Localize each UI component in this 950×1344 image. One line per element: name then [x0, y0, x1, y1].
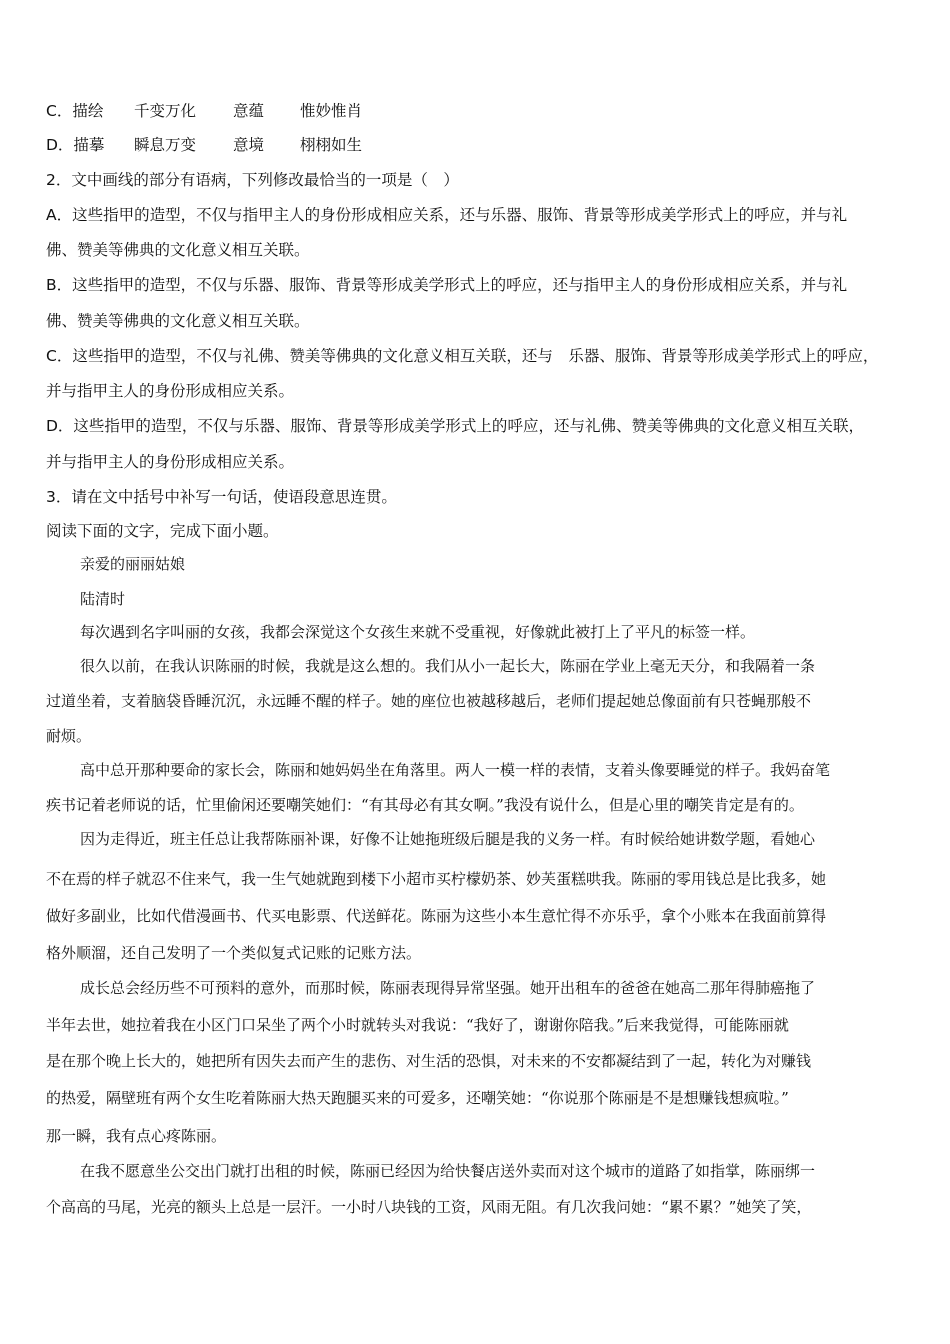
passage-line: 过道坐着，支着脑袋昏睡沉沉，永远睡不醒的样子。她的座位也被越移越后，老师们提起她总像面前有只苍蝇那般不: [46, 692, 812, 710]
reading-instruction: 阅读下面的文字，完成下面小题。: [46, 522, 279, 540]
option-c-word2: 意蕴: [233, 102, 265, 120]
option-c-label: C．描绘: [46, 102, 104, 120]
q2-option-a-line2: 佛、赞美等佛典的文化意义相互关联。: [46, 241, 310, 259]
passage-title: 亲爱的丽丽姑娘: [80, 555, 186, 573]
option-d-word3: 栩栩如生: [300, 136, 363, 154]
q2-option-d-line2: 并与指甲主人的身份形成相应关系。: [46, 453, 295, 471]
passage-line: 的热爱，隔壁班有两个女生吃着陈丽大热天跑腿买来的可爱多，还嘲笑她：“你说那个陈丽是不是想赚钱想疯啦。”: [46, 1089, 789, 1107]
passage-line: 在我不愿意坐公交出门就打出租的时候，陈丽已经因为给快餐店送外卖而对这个城市的道路了如指掌，陈丽绑一: [80, 1162, 816, 1180]
passage-line: 个高高的马尾，光亮的额头上总是一层汗。一小时八块钱的工资，风雨无阻。有几次我问她：“累不累？”她笑了笑，: [46, 1198, 812, 1216]
passage-line: 半年去世，她拉着我在小区门口呆坐了两个小时就转头对我说：“我好了，谢谢你陪我。”后来我觉得，可能陈丽就: [46, 1016, 789, 1034]
option-d-word1: 瞬息万变: [134, 136, 197, 154]
q2-option-b-line2: 佛、赞美等佛典的文化意义相互关联。: [46, 312, 310, 330]
q2-option-c-line1: C．这些指甲的造型，不仅与礼佛、赞美等佛典的文化意义相互关联，还与 乐器、服饰、背景等形成美学形式上的呼应，: [46, 347, 879, 365]
q2-option-c-line2: 并与指甲主人的身份形成相应关系。: [46, 382, 295, 400]
passage-line: 格外顺溜，还自己发明了一个类似复式记账的记账方法。: [46, 944, 422, 962]
passage-line: 因为走得近，班主任总让我帮陈丽补课，好像不让她拖班级后腿是我的义务一样。有时候给她讲数学题，看她心: [80, 830, 816, 848]
passage-line: 做好多副业，比如代借漫画书、代买电影票、代送鲜花。陈丽为这些小本生意忙得不亦乐乎，拿个小账本在我面前算得: [46, 907, 827, 925]
passage-line: 耐烦。: [46, 727, 92, 745]
option-d-word2: 意境: [233, 136, 265, 154]
passage-line: 不在焉的样子就忍不住来气，我一生气她就跑到楼下小超市买柠檬奶茶、妙芙蛋糕哄我。陈丽的零用钱总是比我多，她: [46, 870, 827, 888]
option-d-label: D．描摹: [46, 136, 105, 154]
q2-option-d-line1: D．这些指甲的造型，不仅与乐器、服饰、背景等形成美学形式上的呼应，还与礼佛、赞美等佛典的文化意义相互关联，: [46, 417, 864, 435]
option-c-word3: 惟妙惟肖: [300, 102, 363, 120]
passage-author: 陆清时: [80, 590, 126, 608]
passage-line: 那一瞬，我有点心疼陈丽。: [46, 1127, 227, 1145]
passage-line: 成长总会经历些不可预料的意外，而那时候，陈丽表现得异常坚强。她开出租车的爸爸在她高二那年得肺癌拖了: [80, 979, 816, 997]
question-3: 3．请在文中括号中补写一句话，使语段意思连贯。: [46, 488, 397, 506]
option-c-row: [46, 97, 916, 125]
option-c-word1: 千变万化: [134, 102, 197, 120]
option-d-row: [46, 131, 916, 159]
q2-option-b-line1: B．这些指甲的造型，不仅与乐器、服饰、背景等形成美学形式上的呼应，还与指甲主人的身份形成相应关系，并与礼: [46, 276, 848, 294]
q2-option-a-line1: A．这些指甲的造型，不仅与指甲主人的身份形成相应关系，还与乐器、服饰、背景等形成美学形式上的呼应，并与礼: [46, 206, 848, 224]
passage-line: 每次遇到名字叫丽的女孩，我都会深觉这个女孩生来就不受重视，好像就此被打上了平凡的标签一样。: [80, 623, 756, 641]
question-2-stem: 2．文中画线的部分有语病，下列修改最恰当的一项是（ ）: [46, 171, 459, 189]
passage-line: 高中总开那种要命的家长会，陈丽和她妈妈坐在角落里。两人一模一样的表情，支着头像要睡觉的样子。我妈奋笔: [80, 761, 831, 779]
passage-line: 很久以前，在我认识陈丽的时候，我就是这么想的。我们从小一起长大，陈丽在学业上毫无天分，和我隔着一条: [80, 657, 816, 675]
passage-line: 是在那个晚上长大的，她把所有因失去而产生的悲伤、对生活的恐惧，对未来的不安都凝结到了一起，转化为对赚钱: [46, 1052, 812, 1070]
passage-line: 疾书记着老师说的话，忙里偷闲还要嘲笑她们：“有其母必有其女啊。”我没有说什么，但是心里的嘲笑肯定是有的。: [46, 796, 804, 814]
